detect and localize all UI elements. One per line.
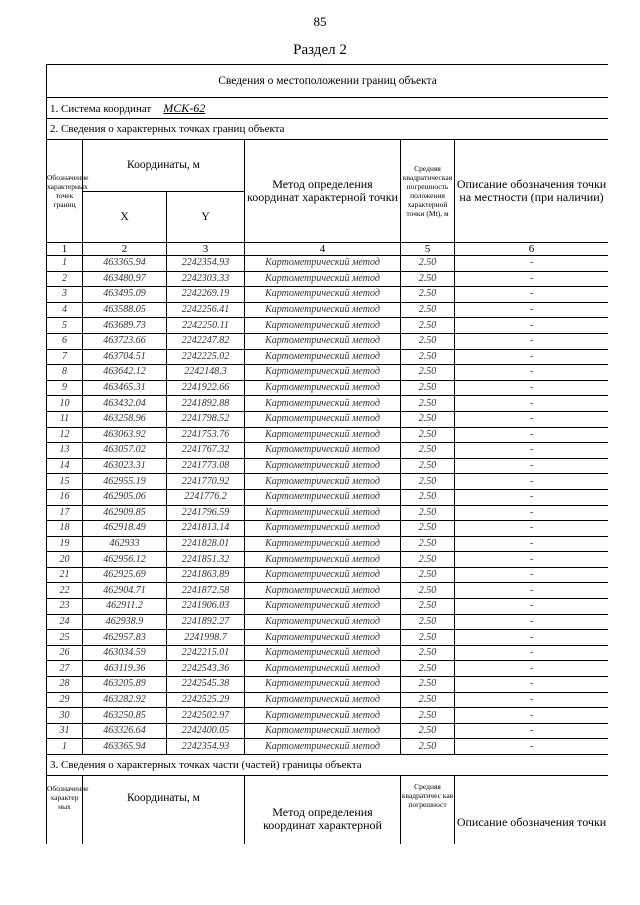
- row-accuracy: 2.50: [401, 349, 455, 365]
- row-method: Картометрический метод: [245, 396, 401, 412]
- row-x: 463723.66: [83, 333, 167, 349]
- row-x: 463480.97: [83, 271, 167, 287]
- row-description: -: [455, 521, 609, 537]
- row-x: 462957.83: [83, 630, 167, 646]
- section-title: Раздел 2: [293, 42, 347, 58]
- row-description: -: [455, 645, 609, 661]
- row-method: Картометрический метод: [245, 256, 401, 272]
- table-row: [47, 458, 609, 474]
- row-y: 2242525.29: [167, 692, 245, 708]
- row-description: -: [455, 256, 609, 272]
- table-title: Сведения о местоположении границ объекта: [47, 65, 609, 98]
- row-description: -: [455, 630, 609, 646]
- row-accuracy: 2.50: [401, 708, 455, 724]
- row-accuracy: 2.50: [401, 630, 455, 646]
- coord-system-label: 1. Система координат: [50, 102, 152, 115]
- row-accuracy: 2.50: [401, 427, 455, 443]
- row-y: 2242545.38: [167, 677, 245, 693]
- row-point-number: 1: [47, 256, 83, 272]
- row-point-number: 25: [47, 630, 83, 646]
- row-x: 462933: [83, 536, 167, 552]
- table-row: [47, 505, 609, 521]
- column-number: 5: [401, 243, 455, 256]
- table-row: [47, 536, 609, 552]
- table-row: [47, 677, 609, 693]
- row-method: Картометрический метод: [245, 536, 401, 552]
- row-y: 2241863.89: [167, 567, 245, 583]
- table-row: [47, 349, 609, 365]
- row-y: 2242256.41: [167, 302, 245, 318]
- row-method: Картометрический метод: [245, 365, 401, 381]
- table-row: [47, 599, 609, 615]
- row-y: 2241753.76: [167, 427, 245, 443]
- row-accuracy: 2.50: [401, 318, 455, 334]
- row-description: -: [455, 677, 609, 693]
- row-y: 2242247.82: [167, 333, 245, 349]
- row-x: 463119.36: [83, 661, 167, 677]
- row-accuracy: 2.50: [401, 489, 455, 505]
- table-row: [47, 661, 609, 677]
- table-row: [47, 645, 609, 661]
- row-y: 2241798.52: [167, 411, 245, 427]
- row-x: 463258.96: [83, 411, 167, 427]
- row-accuracy: 2.50: [401, 256, 455, 272]
- row-point-number: 2: [47, 271, 83, 287]
- row-y: 2242303.33: [167, 271, 245, 287]
- column-number: 1: [47, 243, 83, 256]
- row-method: Картометрический метод: [245, 583, 401, 599]
- header-accuracy: Средняя квадратическая погрешность положения характерной точки (Mt), м: [401, 140, 455, 243]
- table-row: [47, 333, 609, 349]
- row-accuracy: 2.50: [401, 583, 455, 599]
- parts-header-description: Описание обозначения точки: [455, 776, 609, 845]
- row-x: 463282.92: [83, 692, 167, 708]
- row-point-number: 13: [47, 443, 83, 459]
- row-accuracy: 2.50: [401, 677, 455, 693]
- row-method: Картометрический метод: [245, 443, 401, 459]
- header-x: X: [83, 191, 167, 243]
- row-point-number: 11: [47, 411, 83, 427]
- row-y: 2241813.14: [167, 521, 245, 537]
- row-method: Картометрический метод: [245, 645, 401, 661]
- row-description: -: [455, 739, 609, 755]
- row-accuracy: 2.50: [401, 287, 455, 303]
- row-description: -: [455, 458, 609, 474]
- table-row: [47, 723, 609, 739]
- row-point-number: 15: [47, 474, 83, 490]
- row-x: 463250.85: [83, 708, 167, 724]
- row-y: 2241872.58: [167, 583, 245, 599]
- row-description: -: [455, 396, 609, 412]
- row-description: -: [455, 349, 609, 365]
- table-row: [47, 396, 609, 412]
- row-accuracy: 2.50: [401, 536, 455, 552]
- row-point-number: 12: [47, 427, 83, 443]
- header-coordinates: Координаты, м: [83, 140, 245, 192]
- row-accuracy: 2.50: [401, 661, 455, 677]
- row-accuracy: 2.50: [401, 599, 455, 615]
- row-y: 2242354.93: [167, 256, 245, 272]
- coord-system-value: МСК-62: [163, 100, 206, 115]
- table-row: [47, 474, 609, 490]
- row-method: Картометрический метод: [245, 287, 401, 303]
- row-method: Картометрический метод: [245, 349, 401, 365]
- row-y: 2242250.11: [167, 318, 245, 334]
- row-description: -: [455, 614, 609, 630]
- row-method: Картометрический метод: [245, 411, 401, 427]
- row-method: Картометрический метод: [245, 661, 401, 677]
- row-method: Картометрический метод: [245, 302, 401, 318]
- row-point-number: 14: [47, 458, 83, 474]
- row-x: 463642.12: [83, 365, 167, 381]
- table-row: [47, 271, 609, 287]
- row-method: Картометрический метод: [245, 599, 401, 615]
- row-x: 463588.05: [83, 302, 167, 318]
- row-method: Картометрический метод: [245, 567, 401, 583]
- row-y: 2241770.92: [167, 474, 245, 490]
- row-description: -: [455, 333, 609, 349]
- row-point-number: 21: [47, 567, 83, 583]
- row-point-number: 27: [47, 661, 83, 677]
- row-accuracy: 2.50: [401, 333, 455, 349]
- row-accuracy: 2.50: [401, 411, 455, 427]
- row-accuracy: 2.50: [401, 380, 455, 396]
- row-y: 2241998.7: [167, 630, 245, 646]
- row-description: -: [455, 505, 609, 521]
- row-y: 2241773.08: [167, 458, 245, 474]
- row-point-number: 26: [47, 645, 83, 661]
- row-point-number: 17: [47, 505, 83, 521]
- row-y: 2242502.97: [167, 708, 245, 724]
- row-x: 463205.89: [83, 677, 167, 693]
- row-method: Картометрический метод: [245, 692, 401, 708]
- table-row: [47, 567, 609, 583]
- row-method: Картометрический метод: [245, 677, 401, 693]
- row-x: 463365.94: [83, 256, 167, 272]
- row-x: 463057.02: [83, 443, 167, 459]
- row-description: -: [455, 411, 609, 427]
- row-description: -: [455, 380, 609, 396]
- row-accuracy: 2.50: [401, 567, 455, 583]
- row-y: 2242354.93: [167, 739, 245, 755]
- row-point-number: 10: [47, 396, 83, 412]
- row-method: Картометрический метод: [245, 474, 401, 490]
- row-description: -: [455, 692, 609, 708]
- parts-header-method: Метод определения координат характерной: [245, 776, 401, 845]
- row-x: 463063.92: [83, 427, 167, 443]
- row-accuracy: 2.50: [401, 505, 455, 521]
- row-y: 2241892.88: [167, 396, 245, 412]
- row-accuracy: 2.50: [401, 692, 455, 708]
- row-description: -: [455, 302, 609, 318]
- column-number: 3: [167, 243, 245, 256]
- row-point-number: 19: [47, 536, 83, 552]
- row-point-number: 30: [47, 708, 83, 724]
- row-point-number: 20: [47, 552, 83, 568]
- parts-header-point-designation: Обозначение характер ных: [47, 776, 83, 845]
- row-y: 2241851.32: [167, 552, 245, 568]
- row-description: -: [455, 271, 609, 287]
- row-method: Картометрический метод: [245, 380, 401, 396]
- row-method: Картометрический метод: [245, 723, 401, 739]
- table-row: [47, 411, 609, 427]
- row-point-number: 4: [47, 302, 83, 318]
- row-description: -: [455, 708, 609, 724]
- row-x: 462925.69: [83, 567, 167, 583]
- row-accuracy: 2.50: [401, 645, 455, 661]
- row-point-number: 31: [47, 723, 83, 739]
- row-description: -: [455, 567, 609, 583]
- row-x: 463689.73: [83, 318, 167, 334]
- row-x: 463704.51: [83, 349, 167, 365]
- row-method: Картометрический метод: [245, 427, 401, 443]
- row-x: 463023.31: [83, 458, 167, 474]
- row-point-number: 5: [47, 318, 83, 334]
- column-number: 2: [83, 243, 167, 256]
- row-x: 462955.19: [83, 474, 167, 490]
- row-method: Картометрический метод: [245, 318, 401, 334]
- row-description: -: [455, 536, 609, 552]
- row-x: 462938.9: [83, 614, 167, 630]
- row-point-number: 18: [47, 521, 83, 537]
- row-x: 463365.94: [83, 739, 167, 755]
- row-accuracy: 2.50: [401, 396, 455, 412]
- row-method: Картометрический метод: [245, 489, 401, 505]
- row-description: -: [455, 489, 609, 505]
- row-method: Картометрический метод: [245, 458, 401, 474]
- row-description: -: [455, 474, 609, 490]
- table-row: [47, 256, 609, 272]
- row-y: 2241922.66: [167, 380, 245, 396]
- row-point-number: 23: [47, 599, 83, 615]
- row-x: 462918.49: [83, 521, 167, 537]
- table-row: [47, 302, 609, 318]
- row-description: -: [455, 552, 609, 568]
- row-accuracy: 2.50: [401, 723, 455, 739]
- boundary-table-frame: [46, 64, 608, 844]
- row-y: 2241892.27: [167, 614, 245, 630]
- points-rows: [47, 256, 609, 755]
- row-accuracy: 2.50: [401, 739, 455, 755]
- row-accuracy: 2.50: [401, 458, 455, 474]
- row-point-number: 3: [47, 287, 83, 303]
- row-method: Картометрический метод: [245, 505, 401, 521]
- row-accuracy: 2.50: [401, 614, 455, 630]
- row-point-number: 6: [47, 333, 83, 349]
- row-description: -: [455, 287, 609, 303]
- header-method: Метод определения координат характерной точки: [245, 140, 401, 243]
- row-x: 462905.06: [83, 489, 167, 505]
- table-row: [47, 552, 609, 568]
- row-point-number: 16: [47, 489, 83, 505]
- row-y: 2242269.19: [167, 287, 245, 303]
- table-row: [47, 380, 609, 396]
- row-description: -: [455, 318, 609, 334]
- table-row: [47, 692, 609, 708]
- row-y: 2241796.59: [167, 505, 245, 521]
- row-x: 463495.09: [83, 287, 167, 303]
- row-x: 462909.85: [83, 505, 167, 521]
- row-point-number: 22: [47, 583, 83, 599]
- row-accuracy: 2.50: [401, 271, 455, 287]
- row-accuracy: 2.50: [401, 443, 455, 459]
- row-y: 2242225.02: [167, 349, 245, 365]
- row-y: 2242543.36: [167, 661, 245, 677]
- row-method: Картометрический метод: [245, 333, 401, 349]
- row-method: Картометрический метод: [245, 271, 401, 287]
- table-row: [47, 489, 609, 505]
- table-row: [47, 443, 609, 459]
- coord-system-row: [47, 98, 609, 119]
- parts-header-accuracy: Средняя квадратичес кая погрешност: [401, 776, 455, 845]
- row-description: -: [455, 583, 609, 599]
- row-point-number: 1: [47, 739, 83, 755]
- parts-header-coordinates: Координаты, м: [83, 776, 245, 845]
- row-description: -: [455, 443, 609, 459]
- row-description: -: [455, 365, 609, 381]
- row-description: -: [455, 427, 609, 443]
- row-method: Картометрический метод: [245, 521, 401, 537]
- row-y: 2242400.05: [167, 723, 245, 739]
- row-x: 462911.2: [83, 599, 167, 615]
- row-accuracy: 2.50: [401, 521, 455, 537]
- table-row: [47, 739, 609, 755]
- row-method: Картометрический метод: [245, 552, 401, 568]
- row-x: 463326.64: [83, 723, 167, 739]
- row-y: 2241828.01: [167, 536, 245, 552]
- row-y: 2241767.32: [167, 443, 245, 459]
- table-row: [47, 365, 609, 381]
- header-y: Y: [167, 191, 245, 243]
- row-method: Картометрический метод: [245, 614, 401, 630]
- row-method: Картометрический метод: [245, 739, 401, 755]
- parts-section-label: 3. Сведения о характерных точках части (частей) границы объекта: [47, 755, 609, 776]
- row-y: 2242148.3: [167, 365, 245, 381]
- table-row: [47, 708, 609, 724]
- row-accuracy: 2.50: [401, 474, 455, 490]
- row-x: 463465.31: [83, 380, 167, 396]
- points-section-label: 2. Сведения о характерных точках границ объекта: [47, 119, 609, 140]
- row-point-number: 29: [47, 692, 83, 708]
- row-point-number: 7: [47, 349, 83, 365]
- table-row: [47, 427, 609, 443]
- table-row: [47, 318, 609, 334]
- row-point-number: 9: [47, 380, 83, 396]
- row-y: 2241776.2: [167, 489, 245, 505]
- row-x: 462904.71: [83, 583, 167, 599]
- row-description: -: [455, 599, 609, 615]
- row-accuracy: 2.50: [401, 302, 455, 318]
- table-row: [47, 583, 609, 599]
- row-method: Картометрический метод: [245, 708, 401, 724]
- table-row: [47, 630, 609, 646]
- row-point-number: 8: [47, 365, 83, 381]
- row-point-number: 28: [47, 677, 83, 693]
- column-numbers-row: [47, 243, 609, 256]
- boundary-table: [46, 64, 608, 844]
- row-description: -: [455, 723, 609, 739]
- row-method: Картометрический метод: [245, 630, 401, 646]
- row-description: -: [455, 661, 609, 677]
- page-number: 85: [313, 14, 327, 29]
- table-row: [47, 614, 609, 630]
- row-x: 463034.59: [83, 645, 167, 661]
- row-y: 2241906.03: [167, 599, 245, 615]
- row-point-number: 24: [47, 614, 83, 630]
- header-point-designation: Обозначение характерных точек границ: [47, 140, 83, 243]
- column-number: 6: [455, 243, 609, 256]
- row-y: 2242215.01: [167, 645, 245, 661]
- row-accuracy: 2.50: [401, 552, 455, 568]
- header-description: Описание обозначения точки на местности (при наличии): [455, 140, 609, 243]
- column-number: 4: [245, 243, 401, 256]
- row-accuracy: 2.50: [401, 365, 455, 381]
- row-x: 463432.04: [83, 396, 167, 412]
- table-row: [47, 287, 609, 303]
- row-x: 462956.12: [83, 552, 167, 568]
- table-row: [47, 521, 609, 537]
